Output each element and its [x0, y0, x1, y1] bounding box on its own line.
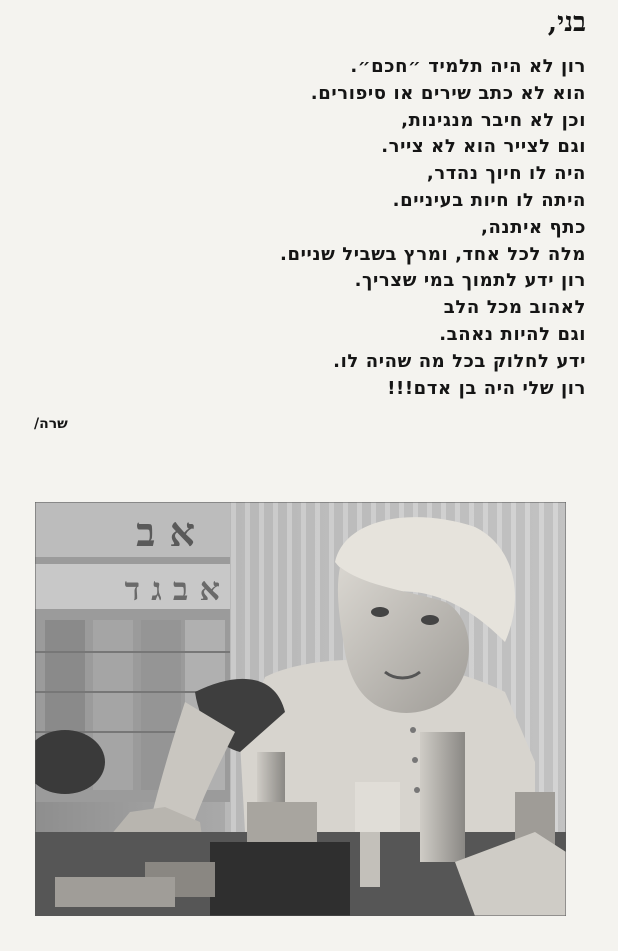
poem-line: וכן לא חיבר מנגינות, — [401, 109, 586, 131]
poem-line: היה לו חיוך נהדר, — [426, 163, 586, 185]
poem-line: היתה לו חיות בעיניים. — [392, 189, 586, 211]
poem-line: רון שלי היה בן אדם!!! — [387, 377, 586, 399]
poem-line: כתף איתנה, — [481, 216, 586, 238]
poem-line: ידע לחלוק בכל מה שהיה לו. — [333, 350, 586, 372]
signature: שרה/ — [34, 416, 68, 432]
page-title: בני, — [547, 7, 586, 38]
photo-illustration — [35, 502, 566, 916]
child-building-blocks-photo — [35, 502, 566, 916]
poem-line: רון ידע לתמוך במי שצריך. — [354, 270, 586, 292]
poem-line: וגם לצייר הוא לא צייר. — [381, 136, 586, 158]
poem-line: רון לא היה תלמיד ״חכם״. — [350, 56, 586, 77]
poem-line: מלה לכל אחד, ומרץ בשביל שניים. — [280, 243, 586, 265]
poem — [46, 54, 586, 402]
poem-line: לאהוב מכל הלב — [443, 297, 586, 319]
chart-letters-row2: א ב ג ד — [124, 570, 220, 608]
chart-letters-row1: א ב — [136, 509, 195, 556]
poem-line: וגם להיות נאהב. — [439, 323, 586, 345]
poem-line: הוא לא כתב שירים או סיפורים. — [310, 82, 586, 104]
